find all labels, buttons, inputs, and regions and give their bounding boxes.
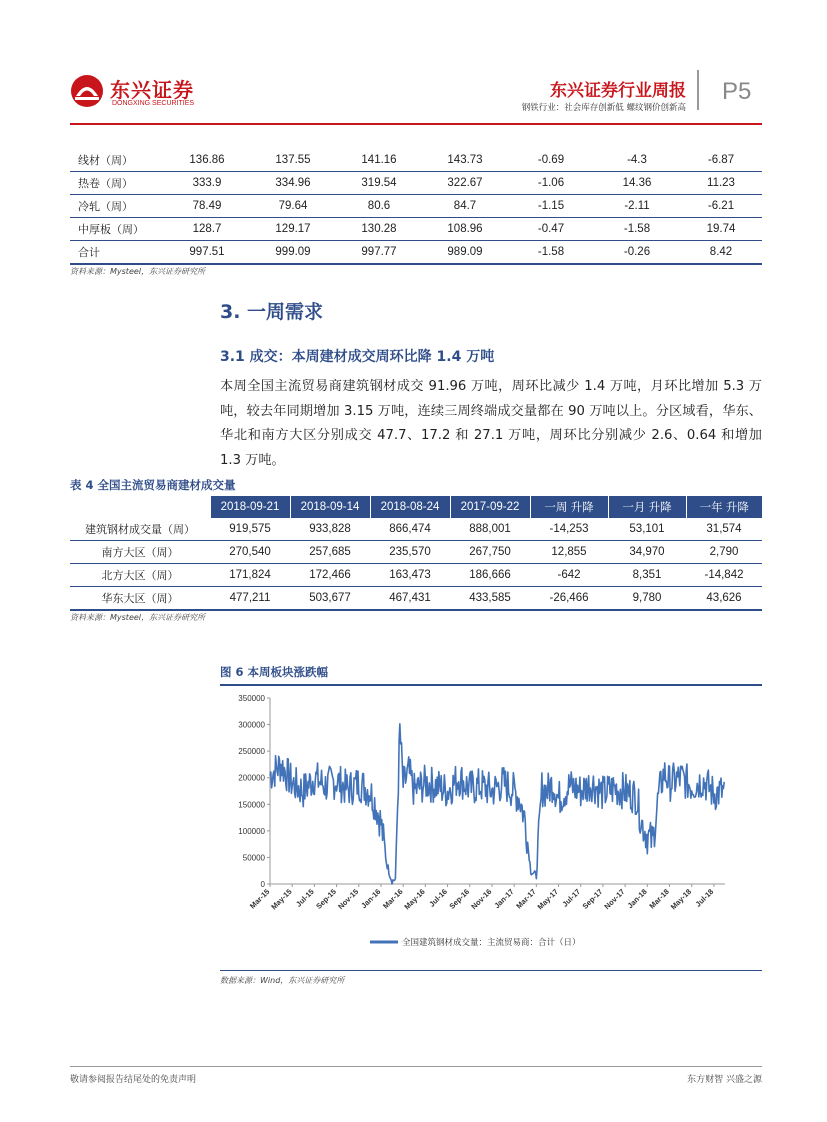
x-tick-label: Jul-15 (294, 887, 316, 909)
table-cell: 866,474 (370, 518, 450, 541)
steel-inventory-table (70, 149, 762, 265)
table-cell: 334.96 (250, 172, 336, 195)
y-tick-label: 100000 (238, 826, 265, 836)
footer-disclaimer: 敬请参阅报告结尾处的免责声明 (70, 1075, 197, 1085)
table-cell: 235,570 (370, 541, 450, 564)
x-tick-label: Mar-17 (514, 887, 538, 911)
table-cell: 19.74 (680, 218, 762, 241)
table2-caption: 表 4 全国主流贸易商建材成交量 (70, 478, 236, 492)
table-cell: -4.3 (594, 149, 680, 172)
x-tick-label: Jan-17 (492, 887, 516, 911)
column-header: 2018-09-21 (210, 496, 290, 518)
row-label: 中厚板（周） (70, 218, 164, 241)
y-tick-label: 300000 (238, 720, 265, 730)
table-cell: -0.26 (594, 241, 680, 265)
table-cell: 257,685 (290, 541, 370, 564)
column-header: 一周 升降 (530, 496, 608, 518)
table-cell: 11.23 (680, 172, 762, 195)
column-header: 2017-09-22 (450, 496, 530, 518)
table-cell: 8,351 (608, 564, 686, 587)
row-label: 北方大区（周） (70, 564, 210, 587)
table-cell: 333.9 (164, 172, 250, 195)
x-tick-label: Mar-18 (647, 887, 671, 911)
table-cell: 171,824 (210, 564, 290, 587)
x-tick-label: Sep-17 (580, 887, 605, 911)
logo-english: DONGXING SECURITIES (112, 100, 195, 107)
table-cell: 143.73 (422, 149, 508, 172)
table-row (70, 241, 762, 265)
table-row (70, 195, 762, 218)
table-cell: 34,970 (608, 541, 686, 564)
table-cell: 919,575 (210, 518, 290, 541)
table-cell: 997.77 (336, 241, 422, 265)
trade-volume-table (70, 496, 762, 611)
table-cell: -1.58 (508, 241, 594, 265)
x-tick-label: Jul-18 (693, 887, 716, 909)
report-subtitle: 钢铁行业：社会库存创新低 螺纹钢价创新高 (521, 103, 686, 113)
footer-rule (70, 1066, 762, 1067)
table-cell: 2,790 (686, 541, 762, 564)
table-cell: 467,431 (370, 587, 450, 611)
body-paragraph: 本周全国主流贸易商建筑钢材成交 91.96 万吨，周环比减少 1.4 万吨，月环比增加 5.3 万吨，较去年同期增加 3.15 万吨，连续三周终端成交量都在 90 万吨以上。分区域看，华东、华北和南方大区分别成交 47.7、17.2 和 27.1 万吨，周环比分别减少 2.6、0.64 和增加 1.3 万吨。 (220, 379, 762, 468)
table-cell: 322.67 (422, 172, 508, 195)
table-cell: 270,540 (210, 541, 290, 564)
header-rule (70, 123, 762, 125)
table-cell: -2.11 (594, 195, 680, 218)
x-tick-label: Mar-15 (247, 887, 272, 911)
table-cell: 933,828 (290, 518, 370, 541)
table-cell: 433,585 (450, 587, 530, 611)
table-cell: 503,677 (290, 587, 370, 611)
table-cell: 8.42 (680, 241, 762, 265)
trade-volume-line-chart (220, 686, 762, 968)
table-cell: 136.86 (164, 149, 250, 172)
table-cell: 128.7 (164, 218, 250, 241)
y-tick-label: 200000 (238, 773, 265, 783)
table-cell: 319.54 (336, 172, 422, 195)
x-tick-label: Nov-15 (336, 887, 361, 912)
x-tick-label: May-15 (269, 887, 294, 912)
table-cell: -26,466 (530, 587, 608, 611)
table-cell: 989.09 (422, 241, 508, 265)
table-cell: 31,574 (686, 518, 762, 541)
table-cell: 997.51 (164, 241, 250, 265)
figure-bottom-rule (220, 970, 762, 971)
x-tick-label: Sep-16 (447, 887, 472, 911)
series-line (270, 724, 724, 884)
table-cell: -6.21 (680, 195, 762, 218)
table-header-blank (70, 496, 210, 518)
table-cell: 888,001 (450, 518, 530, 541)
table-cell: -0.47 (508, 218, 594, 241)
row-label: 冷轧（周） (70, 195, 164, 218)
table-cell: 129.17 (250, 218, 336, 241)
table-cell: 53,101 (608, 518, 686, 541)
table-cell: -642 (530, 564, 608, 587)
x-tick-label: Jul-17 (560, 887, 583, 909)
table-cell: -14,842 (686, 564, 762, 587)
table-cell: 9,780 (608, 587, 686, 611)
table-cell: 267,750 (450, 541, 530, 564)
table-row (70, 218, 762, 241)
table-row (70, 518, 762, 541)
table-cell: 79.64 (250, 195, 336, 218)
subsection-heading: 3.1 成交：本周建材成交周环比降 1.4 万吨 (220, 349, 495, 365)
table-cell: -1.58 (594, 218, 680, 241)
table-cell: 137.55 (250, 149, 336, 172)
table-cell: 14.36 (594, 172, 680, 195)
report-title: 东兴证券行业周报 (550, 81, 686, 101)
row-label: 华东大区（周） (70, 587, 210, 611)
table-row (70, 564, 762, 587)
x-tick-label: May-18 (668, 887, 694, 912)
row-label: 线材（周） (70, 149, 164, 172)
y-tick-label: 0 (260, 880, 265, 889)
table-cell: 163,473 (370, 564, 450, 587)
y-tick-label: 50000 (242, 853, 265, 863)
table-row (70, 172, 762, 195)
column-header: 2018-08-24 (370, 496, 450, 518)
y-tick-label: 150000 (238, 800, 265, 810)
table-cell: -0.69 (508, 149, 594, 172)
header-divider (697, 70, 699, 110)
legend-label: 全国建筑钢材成交量：主流贸易商：合计（日） (402, 938, 581, 948)
x-tick-label: Nov-16 (469, 887, 494, 912)
table-cell: -1.15 (508, 195, 594, 218)
figure-caption: 图 6 本周板块涨跌幅 (220, 665, 329, 679)
table1-source: 资料来源：Mysteel，东兴证券研究所 (70, 267, 206, 276)
row-label: 南方大区（周） (70, 541, 210, 564)
row-label: 建筑钢材成交量（周） (70, 518, 210, 541)
page-number: P5 (722, 78, 752, 105)
table2-source: 资料来源：Mysteel，东兴证券研究所 (70, 613, 206, 622)
column-header: 2018-09-14 (290, 496, 370, 518)
company-logo-icon (70, 74, 104, 108)
x-tick-label: Jul-16 (427, 887, 449, 909)
table-cell: 172,466 (290, 564, 370, 587)
y-tick-label: 250000 (238, 747, 265, 757)
table-cell: 12,855 (530, 541, 608, 564)
table-cell: 477,211 (210, 587, 290, 611)
figure-source: 数据来源：Wind，东兴证券研究所 (220, 976, 345, 985)
table-cell: 84.7 (422, 195, 508, 218)
column-header: 一月 升降 (608, 496, 686, 518)
table-cell: 186,666 (450, 564, 530, 587)
table-cell: -1.06 (508, 172, 594, 195)
x-tick-label: Jan-18 (625, 887, 649, 911)
footer-slogan: 东方财智 兴盛之源 (687, 1075, 762, 1085)
x-tick-label: Jan-16 (359, 887, 383, 911)
x-tick-label: May-16 (402, 887, 427, 912)
table-row (70, 587, 762, 611)
table-cell: 108.96 (422, 218, 508, 241)
section-heading: 3. 一周需求 (220, 301, 324, 323)
table-cell: 78.49 (164, 195, 250, 218)
table-cell: 130.28 (336, 218, 422, 241)
y-tick-label: 350000 (238, 694, 265, 703)
row-label: 热卷（周） (70, 172, 164, 195)
table-cell: 141.16 (336, 149, 422, 172)
table-row (70, 541, 762, 564)
column-header: 一年 升降 (686, 496, 762, 518)
table-cell: 43,626 (686, 587, 762, 611)
x-tick-label: Sep-15 (314, 887, 338, 911)
x-tick-label: May-17 (535, 887, 560, 912)
table-row (70, 149, 762, 172)
logo-text: 东兴证券 (110, 78, 194, 102)
table-cell: -6.87 (680, 149, 762, 172)
x-tick-label: Mar-16 (381, 887, 405, 911)
row-label: 合计 (70, 241, 164, 265)
table-cell: -14,253 (530, 518, 608, 541)
x-tick-label: Nov-17 (602, 887, 627, 912)
table-cell: 80.6 (336, 195, 422, 218)
table-cell: 999.09 (250, 241, 336, 265)
